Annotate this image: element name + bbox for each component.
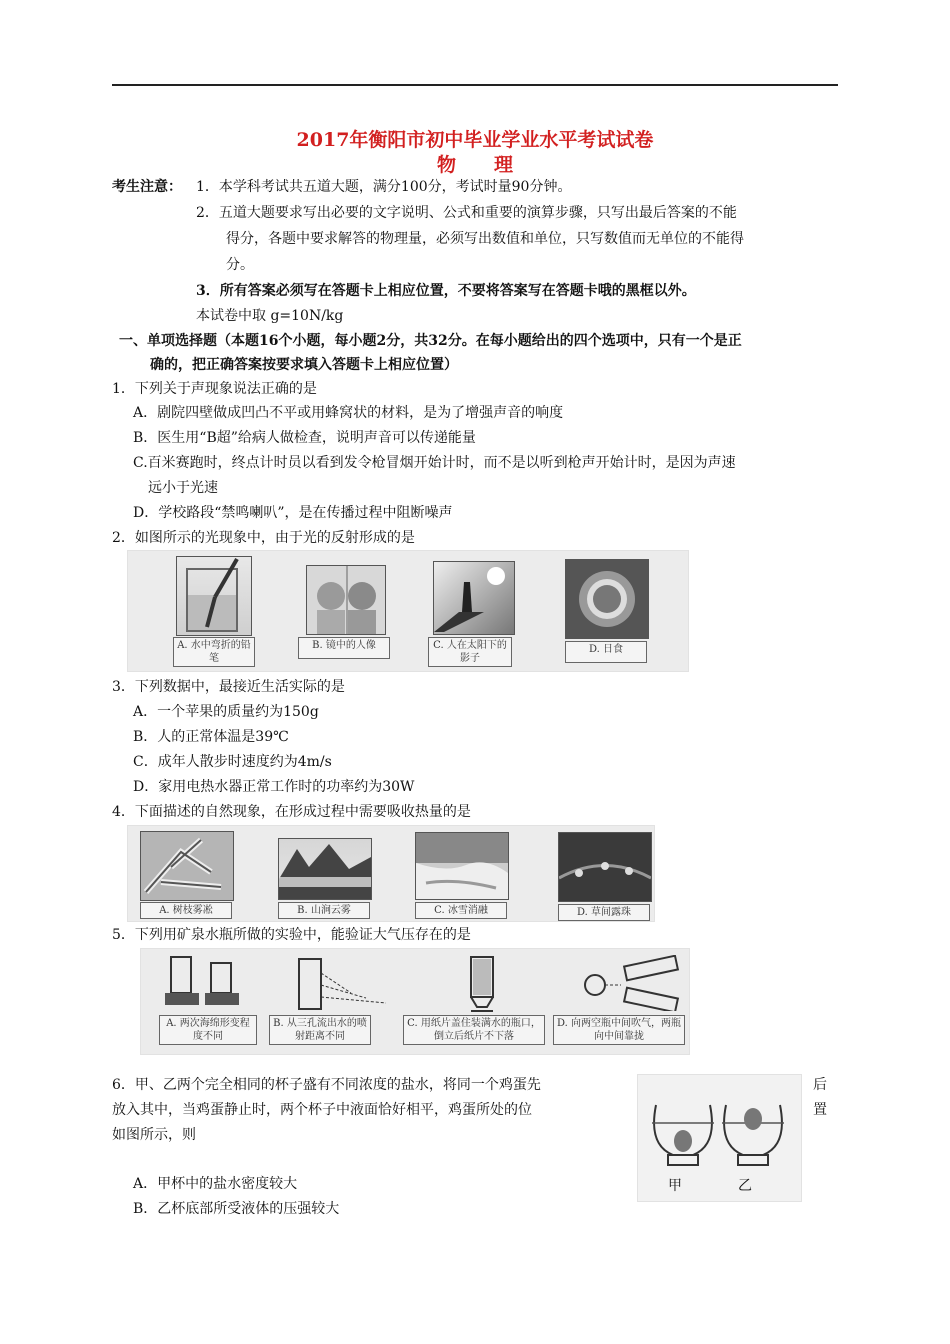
egg-cups-sketch (638, 1075, 801, 1175)
exam-title: 2017年衡阳市初中毕业学业水平考试试卷 (296, 129, 654, 151)
q6-cups-figure (637, 1074, 802, 1202)
caption: A. 水中弯折的铅笔 (173, 637, 255, 667)
option: B．医生用“B超”给病人做检查，说明声音可以传递能量 (133, 430, 476, 446)
cup-label-yi: 乙 (738, 1178, 752, 1194)
question-text: 放入其中，当鸡蛋静止时，两个杯子中液面恰好相平，鸡蛋所处的位 (112, 1102, 532, 1118)
option: A．甲杯中的盐水密度较大 (133, 1176, 298, 1192)
question-text: 6．甲、乙两个完全相同的杯子盛有不同浓度的盐水，将同一个鸡蛋先 (112, 1077, 541, 1093)
notice-label: 考生注意： (112, 179, 182, 195)
notice-item: 3．所有答案必须写在答题卡上相应位置，不要将答案写在答题卡哦的黑框以外。 (196, 283, 696, 299)
notice-item: 2．五道大题要求写出必要的文字说明、公式和重要的演算步骤，只写出最后答案的不能 (196, 205, 737, 221)
q5-figure (140, 948, 690, 1055)
notice-item: 得分，各题中要求解答的物理量，必须写出数值和单位，只写数值而无单位的不能得 (226, 231, 744, 247)
notice-item: 1．本学科考试共五道大题，满分100分，考试时量90分钟。 (196, 179, 572, 195)
caption: D. 草间露珠 (558, 904, 650, 921)
top-rule (112, 84, 838, 86)
option: C.百米赛跑时，终点计时员以看到发令枪冒烟开始计时，而不是以听到枪声开始计时，是因为声速 (133, 455, 736, 471)
q4-figure (127, 825, 655, 922)
section-heading: 一、单项选择题（本题16个小题，每小题2分，共32分。在每小题给出的四个选项中，只有一个是正 (119, 333, 742, 349)
shadow-photo (433, 561, 515, 635)
mountain-fog-image (278, 838, 372, 900)
subject-title: 物 理 (436, 154, 513, 176)
caption: B. 从三孔流出水的喷射距离不同 (269, 1015, 371, 1045)
caption: C. 人在太阳下的影子 (428, 637, 512, 667)
notice-item: 本试卷中取 g=10N/kg (196, 308, 344, 324)
question-stem: 1．下列关于声现象说法正确的是 (112, 381, 317, 397)
question-stem: 5．下列用矿泉水瓶所做的实验中，能验证大气压存在的是 (112, 927, 471, 943)
option: A．一个苹果的质量约为150g (133, 704, 319, 720)
question-text: 如图所示，则 (112, 1127, 196, 1143)
option: D．家用电热水器正常工作时的功率约为30W (133, 779, 415, 795)
question-stem: 3．下列数据中，最接近生活实际的是 (112, 679, 345, 695)
option: B．乙杯底部所受液体的压强较大 (133, 1201, 340, 1217)
three-hole-bottle-sketch (291, 953, 391, 1011)
caption: C. 用纸片盖住装满水的瓶口，倒立后纸片不下落 (403, 1015, 545, 1045)
pencil-in-water-image (176, 556, 252, 636)
caption: B. 镜中的人像 (298, 637, 390, 659)
option: D．学校路段“禁鸣喇叭”，是在传播过程中阻断噪声 (133, 505, 453, 521)
dew-drops-image (558, 832, 652, 902)
caption: A. 两次海绵形变程度不同 (159, 1015, 257, 1045)
caption: D. 日食 (565, 641, 647, 663)
mirror-image-photo (306, 565, 386, 635)
caption: B. 山涧云雾 (278, 902, 370, 919)
question-text: 后 (813, 1077, 827, 1093)
q2-figure (127, 550, 689, 672)
question-stem: 2．如图所示的光现象中，由于光的反射形成的是 (112, 530, 415, 546)
caption: C. 冰雪消融 (415, 902, 507, 919)
option: A．剧院四壁做成凹凸不平或用蜂窝状的材料，是为了增强声音的响度 (133, 405, 564, 421)
caption: A. 树枝雾凇 (140, 902, 232, 919)
bottles-on-sponge-sketch (163, 953, 243, 1011)
caption: D. 向两空瓶中间吹气，两瓶向中间靠拢 (553, 1015, 685, 1045)
option: B．人的正常体温是39℃ (133, 729, 289, 745)
inverted-bottle-sketch (451, 953, 511, 1015)
option: 远小于光速 (148, 480, 218, 496)
cup-label-jia: 甲 (668, 1178, 682, 1194)
solar-eclipse-image (565, 559, 649, 639)
blowing-bottles-sketch (581, 955, 681, 1011)
option: C．成年人散步时速度约为4m/s (133, 754, 332, 770)
notice-item: 分。 (226, 257, 254, 273)
section-heading: 确的，把正确答案按要求填入答题卡上相应位置） (150, 357, 458, 373)
melting-snow-image (415, 832, 509, 900)
question-stem: 4．下面描述的自然现象，在形成过程中需要吸收热量的是 (112, 804, 471, 820)
rime-branches-image (140, 831, 234, 901)
question-text: 置 (813, 1102, 827, 1118)
